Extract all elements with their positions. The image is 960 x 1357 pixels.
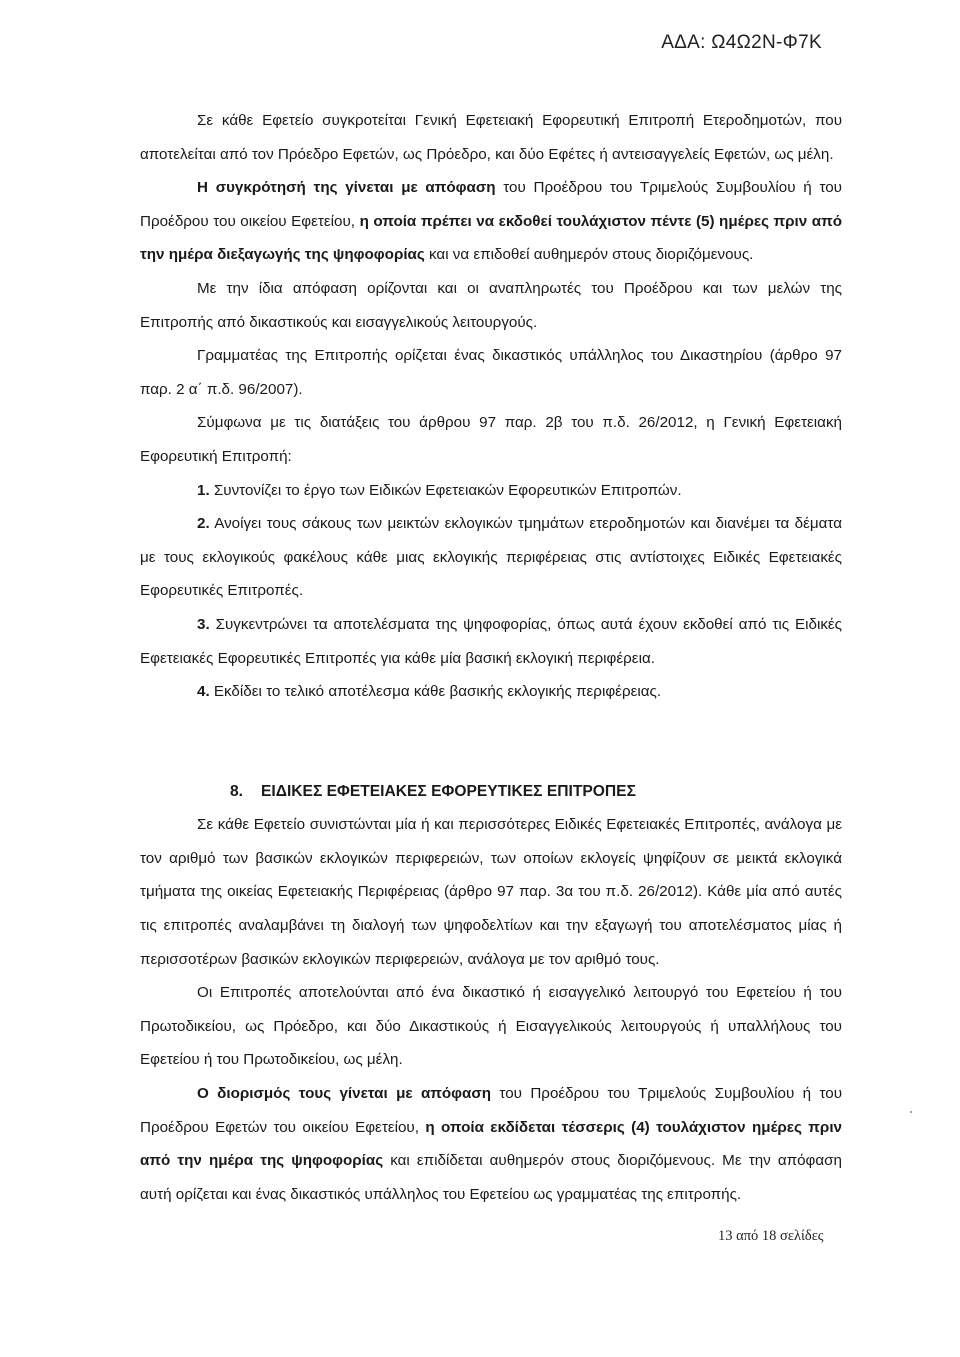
list-item-text: Ανοίγει τους σάκους των μεικτών εκλογικών τμημάτων ετεροδημοτών και διανέμει τα δέματα με τους εκλογικούς φακέλους κάθε μιας εκλογικής περιφέρειας στις αντίστοιχες Ειδικές Εφετειακές Εφορευτικές Επιτροπές.: [140, 515, 842, 600]
list-item-number: 4.: [197, 683, 210, 701]
list-item: [140, 474, 842, 508]
plain-text: και να επιδοθεί αυθημερόν στους διοριζόμενους.: [424, 246, 754, 264]
plain-text: του Προέδρου του Τριμελούς Συμβουλίου ή του Προέδρου του οικείου Εφετείου,: [140, 179, 842, 230]
scan-speck: [910, 1111, 912, 1113]
list-item: [140, 507, 842, 608]
list-item-number: 3.: [197, 615, 210, 633]
paragraph-general-committee: Σε κάθε Εφετείο συγκροτείται Γενική Εφετειακή Εφορευτική Επιτροπή Ετεροδημοτών, που αποτελείται από τον Πρόεδρο Εφετών, ως Πρόεδρο, και δύο Εφέτες ή αντεισαγγελείς Εφετών, ως μέλη.: [140, 112, 842, 163]
list-item-number: 1.: [197, 481, 210, 499]
list-item: [140, 608, 842, 675]
plain-text: του Προέδρου του Τριμελούς Συμβουλίου ή του Προέδρου Εφετών του οικείου Εφετείου,: [140, 1085, 842, 1136]
list-item-text: Συντονίζει το έργο των Ειδικών Εφετειακών Εφορευτικών Επιτροπών.: [209, 481, 682, 499]
ada-code: ΑΔΑ: Ω4Ω2Ν-Φ7Κ: [661, 32, 822, 53]
paragraph-committee-members: Οι Επιτροπές αποτελούνται από ένα δικαστικό ή εισαγγελικό λειτουργό του Εφετείου ή του Πρωτοδικείου, ως Πρόεδρο, και δύο Δικαστικούς ή Εισαγγελικούς λειτουργούς ή υπαλλήλους του Εφετείου ή του Πρωτοδικείου, ως μέλη.: [140, 984, 842, 1069]
list-item-text: Συγκεντρώνει τα αποτελέσματα της ψηφοφορίας, όπως αυτά έχουν εκδοθεί από τις Ειδικές Εφετειακές Εφορευτικές Επιτροπές για κάθε μία βασική εκλογική περιφέρεια.: [140, 615, 842, 667]
paragraph-composition: [140, 171, 842, 272]
bold-text: η οποία πρέπει να εκδοθεί τουλάχιστον πέντε (5) ημέρες πριν από την ημέρα διεξαγωγής της ψηφοφορίας: [140, 212, 842, 264]
page-number: 13 από 18 σελίδες: [718, 1228, 824, 1244]
paragraph-special-committees: Σε κάθε Εφετείο συνιστώνται μία ή και περισσότερες Ειδικές Εφετειακές Επιτροπές, ανάλογα με τον αριθμό των βασικών εκλογικών περιφερειών, των οποίων εκλογείς ψηφίζουν σε μεικτά εκλογικά τμήματα της οικείας Εφετειακής Περιφέρειας (άρθρο 97 παρ. 3α του π.δ. 26/2012). Κάθε μία από αυτές τις επιτροπές αναλαμβάνει τη διαλογή των ψηφοδελτίων και την εξαγωγή του αποτελέσματος μίας ή περισσοτέρων βασικών εκλογικών περιφερειών, ανάλογα με τον αριθμό τους.: [140, 816, 842, 968]
section-number: 8.: [230, 782, 244, 800]
paragraph-secretary: Γραμματέας της Επιτροπής ορίζεται ένας δικαστικός υπάλληλος του Δικαστηρίου (άρθρο 97 παρ. 2 α΄ π.δ. 96/2007).: [140, 347, 842, 398]
paragraph-appointment: [140, 1077, 842, 1211]
paragraph-substitutes: Με την ίδια απόφαση ορίζονται και οι αναπληρωτές του Προέδρου και των μελών της Επιτροπής από δικαστικούς και εισαγγελικούς λειτουργούς.: [140, 279, 842, 331]
bold-text: η οποία εκδίδεται τέσσερις (4) τουλάχιστον ημέρες πριν από την ημέρα της ψηφοφορίας: [140, 1118, 842, 1170]
bold-text: Ο διορισμός τους γίνεται με απόφαση: [197, 1085, 492, 1103]
paragraph-provisions: Σύμφωνα με τις διατάξεις του άρθρου 97 παρ. 2β του π.δ. 26/2012, η Γενική Εφετειακή Εφορευτική Επιτροπή:: [140, 414, 842, 465]
list-item: [140, 675, 842, 709]
document-body: [140, 104, 842, 1211]
list-item-text: Εκδίδει το τελικό αποτέλεσμα κάθε βασικής εκλογικής περιφέρειας.: [209, 683, 662, 701]
section-heading: [140, 775, 842, 809]
section-title: ΕΙΔΙΚΕΣ ΕΦΕΤΕΙΑΚΕΣ ΕΦΟΡΕΥΤΙΚΕΣ ΕΠΙΤΡΟΠΕΣ: [261, 782, 636, 800]
list-item-number: 2.: [197, 515, 210, 533]
plain-text: και επιδίδεται αυθημερόν στους διοριζόμενους. Με την απόφαση αυτή ορίζεται και ένας δικαστικός υπάλληλος του Εφετείου ως γραμματέας της επιτροπής.: [140, 1152, 842, 1203]
bold-text: Η συγκρότησή της γίνεται με απόφαση: [197, 179, 496, 197]
